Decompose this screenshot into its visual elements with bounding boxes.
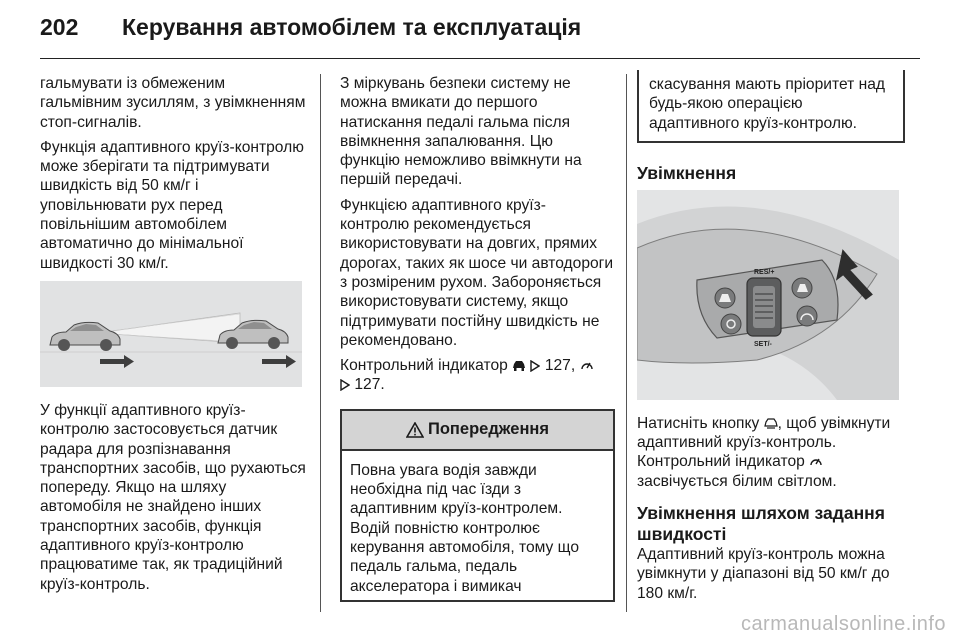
set-minus-label: SET/- <box>754 340 772 348</box>
page-header <box>40 14 581 41</box>
col2-para-2: Функцією адаптивного круїз-контролю рекомендується використовувати на довгих, прямих дорогах, таких як шосе чи автодороги з розміреним рухом. Забороняється використовувати систему, якщо підтримувати постійну швидкість не рекомендовано. <box>340 196 614 349</box>
warning-continuation-box: скасування мають пріоритет над будь-якою операцією адаптивного круїз-контролю. <box>637 70 905 143</box>
speed-rocker-switch <box>747 278 781 336</box>
column-1 <box>40 74 308 600</box>
acc-button-icon <box>715 288 735 308</box>
watermark: carmanualsonline.info <box>740 613 946 635</box>
distance-button-icon <box>792 278 812 298</box>
col1-para-1: гальмувати із обмеженим гальмівним зусиллям, з увімкненням стоп-сигналів. <box>40 75 306 131</box>
car-indicator-icon <box>512 359 526 372</box>
rear-car-icon <box>50 322 120 351</box>
column-3 <box>637 74 905 609</box>
direction-arrow-left <box>100 355 134 368</box>
acc-button-inline-icon <box>764 417 778 430</box>
column-divider-1 <box>320 74 321 612</box>
column-divider-2 <box>626 74 627 612</box>
section-heading-set-speed: Увімкнення шляхом задання швидкості <box>637 503 885 545</box>
chapter-title: Керування автомобілем та експлуатація <box>122 14 582 40</box>
radar-illustration <box>40 281 302 387</box>
page-number: 202 <box>40 14 79 40</box>
speedometer-indicator-icon <box>809 455 823 468</box>
page-reference-icon <box>530 360 540 372</box>
col1-para-3: У функції адаптивного круїз-контролю застосовується датчик радара для розпізнавання транспортних засобів, що рухаються попереду. Якщо на шляху автомобіля не знайдено інших транспортних засобів, функція адаптивного круїз-контролю працюватиме так, як традиційний круїз-контроль. <box>40 401 306 593</box>
col2-para-1: З міркувань безпеки систему не можна вмикати до першого натискання педалі гальма після ввімкнення запалювання. Цю функцію неможливо ввімкнути на першій передачі. <box>340 75 582 189</box>
warning-triangle-icon <box>406 422 424 438</box>
col3-para-1: Натисніть кнопку , щоб увімкнути адаптивний круїз-контроль. Контрольний індикатор засвічується білим світлом. <box>637 414 891 490</box>
warning-box <box>340 409 615 602</box>
speed-limiter-button-icon <box>797 306 817 326</box>
warning-text: Повна увага водія завжди необхідна під час їзди з адаптивним круїз-контролем. Водій повністю контролює керування автомобіля, тому що педаль гальма, педаль акселератора і вимикач <box>350 461 579 595</box>
col1-para-2: Функція адаптивного круїз-контролю може зберігати та підтримувати швидкість від 50 км/г і уповільнювати рух перед повільнішим автомобілем автоматично до мінімальної швидкості 30 км/г. <box>40 138 304 272</box>
warning-header: Попередження <box>342 411 613 451</box>
speedometer-indicator-icon <box>580 359 594 372</box>
col3-para-2: Адаптивний круїз-контроль можна увімкнути у діапазоні від 50 км/г до 180 км/г. <box>637 546 890 602</box>
header-rule <box>40 58 920 59</box>
direction-arrow-right <box>262 355 296 368</box>
column-2 <box>340 74 615 602</box>
res-plus-label: RES/+ <box>754 268 775 276</box>
indicator-reference: Контрольний індикатор 127, 127. <box>340 356 615 395</box>
steering-wheel-illustration <box>637 190 899 400</box>
page-reference-icon <box>340 379 350 391</box>
section-heading-enable: Увімкнення <box>637 162 737 183</box>
cancel-button-icon <box>721 314 741 334</box>
